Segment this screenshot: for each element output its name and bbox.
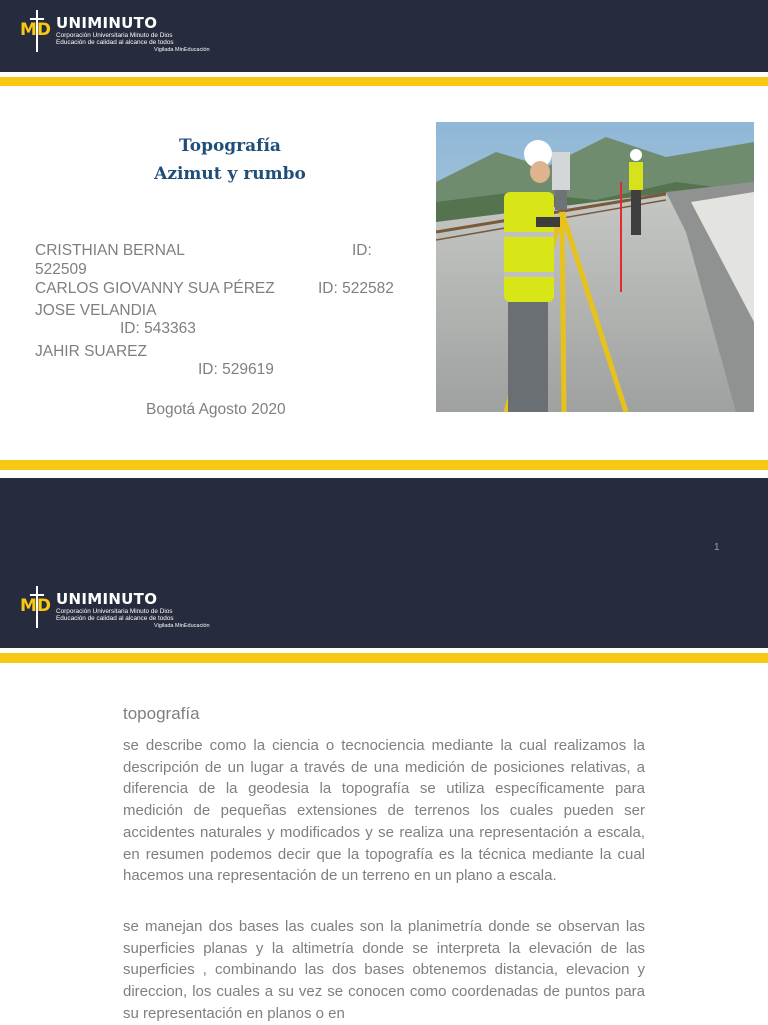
author-name-2: CARLOS GIOVANNY SUA PÉREZ [35, 280, 275, 297]
slide2-heading: topografía [123, 704, 200, 723]
uniminuto-logo-2 [20, 584, 210, 630]
surveyors-photo [436, 122, 754, 412]
slide1-subtitle: Azimut y rumbo [154, 164, 306, 184]
svg-text:MD: MD [20, 596, 52, 616]
logo-tagline-1: Corporación Universitaria Minuto de Dios [56, 32, 173, 39]
author-name-1: CRISTHIAN BERNAL [35, 242, 185, 259]
logo-mark-icon [20, 8, 54, 54]
uniminuto-logo [20, 8, 210, 54]
logo-tagline-2: Educación de calidad al alcance de todos [56, 615, 174, 622]
slide1-footer-stripe [0, 460, 768, 470]
logo-tagline-2: Educación de calidad al alcance de todos [56, 39, 174, 46]
author-id-3: ID: 543363 [120, 320, 196, 337]
slide1-header-stripe [0, 77, 768, 86]
author-name-4: JAHIR SUAREZ [35, 343, 147, 360]
slide2-header-stripe [0, 653, 768, 663]
author-id-2: ID: 522582 [318, 280, 394, 297]
logo-tagline-3: Vigilada MinEducación [154, 623, 210, 629]
slide2-paragraph-2: se manejan dos bases las cuales son la planimetría donde se observan las superficies planas y la altimetría donde se interpreta la elevación de las superficies , combinando las dos bases obtenemos distancia, elevacion y direccion, los cuales a su vez se conocen como coordenadas de puntos para su representación en planos o en [123, 918, 645, 1022]
presentation-date: Bogotá Agosto 2020 [146, 401, 286, 418]
logo-brand-name: UNIMINUTO [56, 14, 158, 32]
slide1-footer-bar [0, 478, 768, 578]
svg-text:MD: MD [20, 20, 52, 40]
page-number: 1 [714, 542, 720, 553]
slide2-paragraph-1: se describe como la ciencia o tecnociencia mediante la cual realizamos la descripción de un lugar a través de una medición de posiciones relativas, a diferencia de la geodesia la topografía se utiliza específicamente para medición de pequeñas extensiones de terrenos los cuales pueden ser accidentes naturales y modificados y se realiza una representación a escala, en resumen podemos decir que la topografía es la técnica mediante la cual hacemos una representación de un terreno en un plano a escala. [123, 737, 645, 885]
author-id-1: 522509 [35, 261, 87, 278]
logo-tagline-3: Vigilada MinEducación [154, 47, 210, 53]
author-id-4: ID: 529619 [198, 361, 274, 378]
slide1-title: Topografía [179, 136, 281, 156]
author-name-3: JOSE VELANDIA [35, 302, 157, 319]
logo-tagline-1: Corporación Universitaria Minuto de Dios [56, 608, 173, 615]
logo-mark-icon [20, 584, 54, 630]
logo-brand-name: UNIMINUTO [56, 590, 158, 608]
author-id-label-1: ID: [352, 242, 372, 259]
